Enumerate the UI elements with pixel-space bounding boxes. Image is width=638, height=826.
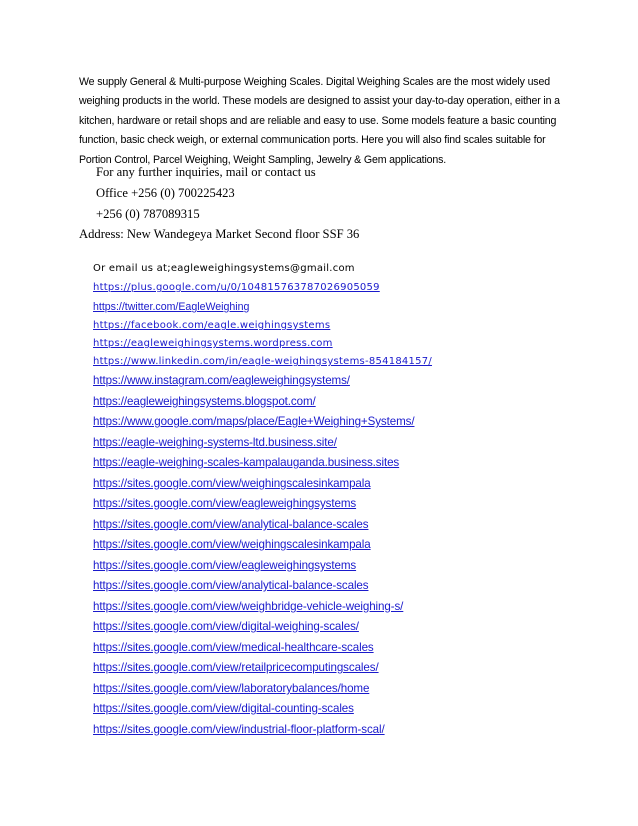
link-item[interactable]: https://sites.google.com/view/industrial-floor-platform-scal/ [93, 723, 385, 736]
link-item[interactable]: https://sites.google.com/view/retailpricecomputingscales/ [93, 661, 379, 674]
google-plus-link[interactable]: https://plus.google.com/u/0/104815763787026905059 [93, 282, 380, 293]
second-phone: +256 (0) 787089315 [96, 207, 200, 221]
link-item[interactable]: https://sites.google.com/view/weighbridge-vehicle-weighing-s/ [93, 600, 404, 613]
link-item[interactable]: https://www.google.com/maps/place/Eagle+Weighing+Systems/ [93, 415, 415, 428]
link-item[interactable]: https://sites.google.com/view/digital-counting-scales [93, 702, 354, 715]
link-item[interactable]: https://sites.google.com/view/laboratorybalances/home [93, 682, 370, 695]
link-item[interactable]: https://sites.google.com/view/eagleweighingsystems [93, 497, 357, 510]
link-item[interactable]: https://eagle-weighing-systems-ltd.business.site/ [93, 436, 337, 449]
link-item[interactable]: https://sites.google.com/view/analytical-balance-scales [93, 518, 369, 531]
office-phone: Office +256 (0) 700225423 [96, 186, 235, 200]
inquiries-text: For any further inquiries, mail or contact us [96, 165, 316, 179]
link-item[interactable]: https://sites.google.com/view/medical-healthcare-scales [93, 641, 374, 654]
twitter-link[interactable]: https://twitter.com/EagleWeighing [93, 301, 250, 313]
email-line: Or email us at;eagleweighingsystems@gmail.com [93, 263, 355, 274]
link-item[interactable]: https://eagleweighingsystems.blogspot.com/ [93, 395, 316, 408]
link-item[interactable]: https://sites.google.com/view/digital-weighing-scales/ [93, 620, 359, 633]
link-item[interactable]: https://eagle-weighing-scales-kampalauganda.business.sites [93, 456, 400, 469]
wordpress-link[interactable]: https://eagleweighingsystems.wordpress.com [93, 338, 333, 349]
link-item[interactable]: https://sites.google.com/view/weighingscalesinkampala [93, 477, 371, 490]
linkedin-link[interactable]: https://www.linkedin.com/in/eagle-weighingsystems-854184157/ [93, 356, 433, 367]
facebook-link[interactable]: https://facebook.com/eagle.weighingsystems [93, 320, 331, 331]
link-item[interactable]: https://sites.google.com/view/eagleweighingsystems [93, 559, 357, 572]
link-item[interactable]: https://www.instagram.com/eagleweighingsystems/ [93, 374, 350, 387]
address-text: Address: New Wandegeya Market Second floor SSF 36 [79, 227, 360, 241]
link-item[interactable]: https://sites.google.com/view/weighingscalesinkampala [93, 538, 371, 551]
intro-paragraph: We supply General & Multi-purpose Weighing Scales. Digital Weighing Scales are the most widely used weighing products in the world. These models are designed to assist your day-to-day operation, either in a kitchen, hardware or retail shops and are reliable and easy to use. Some models feature a basic counting function, basic check weigh, or external communication ports. Here you will also find scales suitable for Portion Control, Parcel Weighing, Weight Sampling, Jewelry & Gem applications. [79, 76, 560, 166]
link-item[interactable]: https://sites.google.com/view/analytical-balance-scales [93, 579, 369, 592]
